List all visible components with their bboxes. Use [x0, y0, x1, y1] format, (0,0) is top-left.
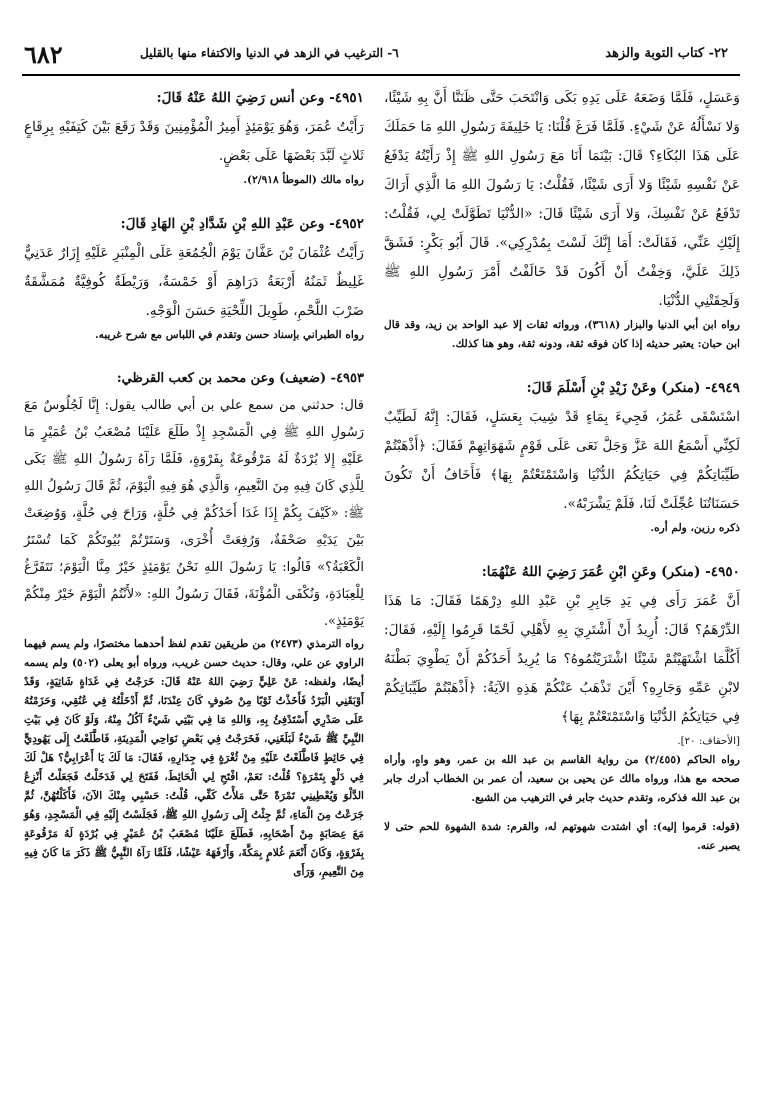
hadith-4948-text: وَعَسَلٍ، فَلَمَّا وَضَعَهُ عَلَى يَدِهِ بَكَى وَانْتَحَبَ حَتَّى ظَنَنَّا أَنَّ بِهِ شَيْئًا، وَلا نَسْأَلُهُ عَنْ شَيْءٍ. فَلَمَّا فَرَغَ قُلْنَا: يَا خَلِيفَةَ رَسُولِ اللهِ مَا حَمَلَكَ عَلَى هَذَا البُكَاءِ؟ قَالَ: بَيْنَمَا أَنَا مَعَ رَسُولِ اللهِ ﷺ إِذْ رَأَيْتُهُ يَدْفَعُ عَنْ نَفْسِهِ شَيْئًا وَلا أَرَى شَيْئًا، فَقُلْتُ: يَا رَسُولَ اللهِ مَا الَّذِي أَرَاكَ تَدْفَعُ عَنْ نَفْسِكَ، وَلا أَرَى شَيْئًا قَالَ: «الدُّنْيَا تَطَوَّلَتْ لِي، فَقُلْتُ: إِلَيْكِ عَنِّي، فَقَالَتْ: أَمَا إِنَّكَ لَسْتَ بِمُدْرِكِي». قَالَ أَبُو بَكْرٍ: فَشَقَّ ذَلِكَ عَلَيَّ، وَخِفْتُ أَنْ أَكُونَ قَدْ خَالَفْتُ أَمْرَ رَسُولِ اللهِ ﷺ وَلَحِقَتْنِي الدُّنْيَا. — [384, 90, 740, 309]
quran-reference: [الأحقاف: ٢٠]. — [677, 736, 740, 747]
hadith-4949-text: اسْتَسْقَى عُمَرُ، فَجِيءَ بِمَاءٍ قَدْ شِيبَ بِعَسَلٍ، فَقَالَ: إِنَّهُ لَطَيِّبٌ لَكِنِّي أَسْمَعُ اللهَ عَزَّ وَجَلَّ نَعَى عَلَى قَوْمٍ شَهَوَاتِهِمْ فَقَالَ: ﴿أَذْهَبْتُمْ طَيِّبَاتِكُمْ فِي حَيَاتِكُمُ الدُّنْيَا وَاسْتَمْتَعْتُمْ بِهَا﴾ فَأَخَافُ أَنْ تَكُونَ حَسَنَاتُنَا عُجِّلَتْ لَنَا، فَلَمْ يَشْرَبْهُ». — [384, 409, 740, 512]
word-explanation: (قوله: قرموا إليه): أي اشتدت شهوتهم له، والقرم: شدة الشهوة للحم حتى لا يصبر عنه. — [384, 821, 740, 852]
hadith-4953-heading: ٤٩٥٣- (ضعيف) وعن محمد بن كعب القرظي: — [116, 371, 364, 386]
chapter-title: ٦- الترغيب في الزهد في الدنيا والاكتفاء منها بالقليل — [140, 46, 399, 60]
hadith-4952-text: رَأَيْتُ عُثْمَانَ بْنَ عَفَّانَ يَوْمَ الْجُمُعَةِ عَلَى الْمِنْبَرِ عَلَيْهِ إِزَارٌ عَدَنِيٌّ غَلِيظٌ ثَمَنُهُ أَرْبَعَةُ دَرَاهِمَ أَوْ خَمْسَةٌ، وَرَيْطَةٌ كُوفِيَّةٌ مُمَشَّقَةٌ ضَرْبَ اللَّحْمِ، طَوِيلَ اللِّحْيَةِ حَسَنَ الْوَجْهِ. — [24, 245, 364, 319]
hadith-4951-heading: ٤٩٥١- وعن أنس رَضِيَ اللهُ عَنْهُ قَالَ: — [156, 90, 364, 106]
page-header — [22, 40, 740, 76]
left-column — [24, 84, 364, 882]
hadith-4950-text: أَنَّ عُمَرَ رَأَى فِي يَدِ جَابِرِ بْنِ عَبْدِ اللهِ دِرْهَمًا فَقَالَ: مَا هَذَا الدِّرْهَمُ؟ قَالَ: أُرِيدُ أَنْ أَشْتَرِيَ بِهِ لأَهْلِي لَحْمًا قَرِمُوا إِلَيْهِ، فَقَالَ: أَكُلَّمَا اشْتَهَيْتُمْ شَيْئًا اشْتَرَيْتُمُوهُ؟ مَا يُرِيدُ أَحَدُكُمْ أَنْ يَطْوِيَ بَطْنَهُ لابْنِ عَمِّهِ وَجَارِهِ؟ أَيْنَ تَذْهَبُ عَنْكُمْ هَذِهِ الآيَةُ: ﴿أَذْهَبْتُمْ طَيِّبَاتِكُمْ فِي حَيَاتِكُمُ الدُّنْيَا وَاسْتَمْتَعْتُمْ بِهَا﴾ — [384, 593, 740, 725]
hadith-4949-heading: ٤٩٤٩- (منكر) وعَنْ زَيْدِ بْنِ أَسْلَمَ قَالَ: — [526, 380, 740, 396]
book-title: ٢٢- كتاب التوبة والزهد — [605, 46, 728, 61]
right-column — [384, 84, 740, 856]
page-number: ٦٨٢ — [24, 40, 63, 69]
hadith-4948-note: رواه ابن أبي الدنيا والبزار (٣٦١٨)، ورواته ثقات إلا عبد الواحد بن زيد، وقد قال ابن حبان: يعتبر حديثه إذا كان فوقه ثقة، ودونه ثقة، وهو هنا كذلك. — [384, 319, 740, 350]
hadith-4952-heading: ٤٩٥٢- وعن عَبْدِ اللهِ بْنِ شَدَّادِ بْنِ الهَادِ قَالَ: — [120, 216, 364, 232]
hadith-4949-note: ذكره رزين، ولم أره. — [650, 522, 740, 534]
hadith-4952-note: رواه الطبراني بإسناد حسن وتقدم في اللباس مع شرح غريبه. — [94, 329, 364, 341]
hadith-4950-heading: ٤٩٥٠- (منكر) وعَنِ ابْنِ عُمَرَ رَضِيَ اللهُ عَنْهُمَا: — [481, 564, 740, 580]
hadith-4953-note: رواه الترمذي (٢٤٧٣) من طريقين تقدم لفظ أحدهما مختصرًا، ولم يسم فيهما الراوي عن علي، وقال: حديث حسن غريب، ورواه أبو يعلى (٥٠٢) ولم يسمه أيضًا، ولفظه: عَنْ عَلِيٍّ رَضِيَ اللهُ عَنْهُ قَالَ: خَرَجْتُ فِي غَدَاةٍ شَاتِيَةٍ، وَقَدْ أَوْبَقَنِي الْبَرْدُ فَأَخَذْتُ ثَوْبًا مِنْ صُوفٍ كَانَ عِنْدَنَا، ثُمَّ أَدْخَلْتُهُ فِي عُنُقِي، وَحَزَمْتُهُ عَلَى صَدْرِي أَسْتَدْفِئُ بِهِ، وَاللهِ مَا فِي بَيْتِي شَيْءٌ آكُلُ مِنْهُ، وَلَوْ كَانَ فِي بَيْتِ النَّبِيِّ ﷺ شَيْءٌ لَبَلَغَنِي، فَخَرَجْتُ فِي بَعْضِ نَوَاحِي الْمَدِينَةِ، فَاطَّلَعْتُ إِلَى يَهُودِيٍّ فِي حَائِطٍ فَاطَّلَعْتُ عَلَيْهِ مِنْ ثُغْرَةٍ فِي جِدَارِهِ، فَقَالَ: مَا لَكَ يَا أَعْرَابِيُّ؟ هَلْ لَكَ فِي دَلْوٍ بِتَمْرَةٍ؟ قُلْتُ: نَعَمْ، افْتَحِ لِي الْحَائِطَ، فَفَتَحَ لِي فَدَخَلْتُ فَجَعَلْتُ أَنْزِعُ الدَّلْوَ وَيُعْطِينِي تَمْرَةً حَتَّى مَلأْتُ كَفِّي، قُلْتُ: حَسْبِي مِنْكَ الآنَ، فَأَكَلْتُهُنَّ، ثُمَّ جَرَعْتُ مِنَ الْمَاءِ، ثُمَّ جِئْتُ إِلَى رَسُولِ اللهِ ﷺ، فَجَلَسْتُ إِلَيْهِ فِي الْمَسْجِدِ، وَهُوَ مَعَ عِصَابَةٍ مِنْ أَصْحَابِهِ، فَطَلَعَ عَلَيْنَا مُصْعَبُ بْنُ عُمَيْرٍ فِي بُرْدَةٍ لَهُ مَرْقُوعَةٍ بِفَرْوَةٍ، وَكَانَ أَنْعَمَ غُلامٍ بِمَكَّةَ، وَأَرْفَهَهُ عَيْشًا، فَلَمَّا رَآهُ النَّبِيُّ ﷺ ذَكَرَ مَا كَانَ فِيهِ مِنَ النَّعِيمِ، وَرَأَى — [24, 638, 364, 878]
hadith-4951-note: رواه مالك (الموطأ ٢/٩١٨). — [243, 174, 364, 186]
hadith-4950-note: رواه الحاكم (٢/٤٥٥) من رواية القاسم بن عبد الله بن عمر، وهو واهٍ، وأراه صححه مع هذا، ورواه مالك عن يحيى بن سعيد، أن عمر بن الخطاب أدرك جابر بن عبد الله فذكره، وتقدم حديث جابر في الترهيب من الشبع. — [384, 754, 740, 804]
hadith-4951-text: رَأَيْتُ عُمَرَ، وَهُوَ يَوْمَئِذٍ أَمِيرُ الْمُؤْمِنِينَ وَقَدْ رَقَعَ بَيْنَ كَتِفَيْهِ بِرِقَاعٍ ثَلاثٍ لَبَّدَ بَعْضَهَا عَلَى بَعْضٍ. — [24, 119, 364, 164]
hadith-4953-text: قال: حدثني من سمع علي بن أبي طالب يقول: إِنَّا لَجُلُوسٌ مَعَ رَسُولِ اللهِ ﷺ فِي الْمَسْجِدِ إِذْ طَلَعَ عَلَيْنَا مُصْعَبُ بْنُ عُمَيْرٍ مَا عَلَيْهِ إِلا بُرْدَةٌ لَهُ مَرْقُوعَةٌ بِفَرْوَةٍ، فَلَمَّا رَآهُ رَسُولُ اللهِ ﷺ بَكَى لِلَّذِي كَانَ فِيهِ مِنَ النَّعِيمِ، وَالَّذِي هُوَ فِيهِ الْيَوْمَ، ثُمَّ قَالَ رَسُولُ اللهِ ﷺ: «كَيْفَ بِكُمْ إِذَا غَدَا أَحَدُكُمْ فِي حُلَّةٍ، وَرَاحَ فِي حُلَّةٍ، وَوُضِعَتْ بَيْنَ يَدَيْهِ صَحْفَةٌ، وَرُفِعَتْ أُخْرَى، وَسَتَرْتُمْ بُيُوتَكُمْ كَمَا تُسْتَرُ الْكَعْبَةُ؟» قَالُوا: يَا رَسُولَ اللهِ نَحْنُ يَوْمَئِذٍ خَيْرٌ مِنَّا الْيَوْمَ؛ نَتَفَرَّغُ لِلْعِبَادَةِ، وَنُكْفَى الْمُؤْنَةَ، فَقَالَ رَسُولُ اللهِ: «لأَنْتُمُ الْيَوْمَ خَيْرٌ مِنْكُمْ يَوْمَئِذٍ». — [24, 398, 364, 629]
